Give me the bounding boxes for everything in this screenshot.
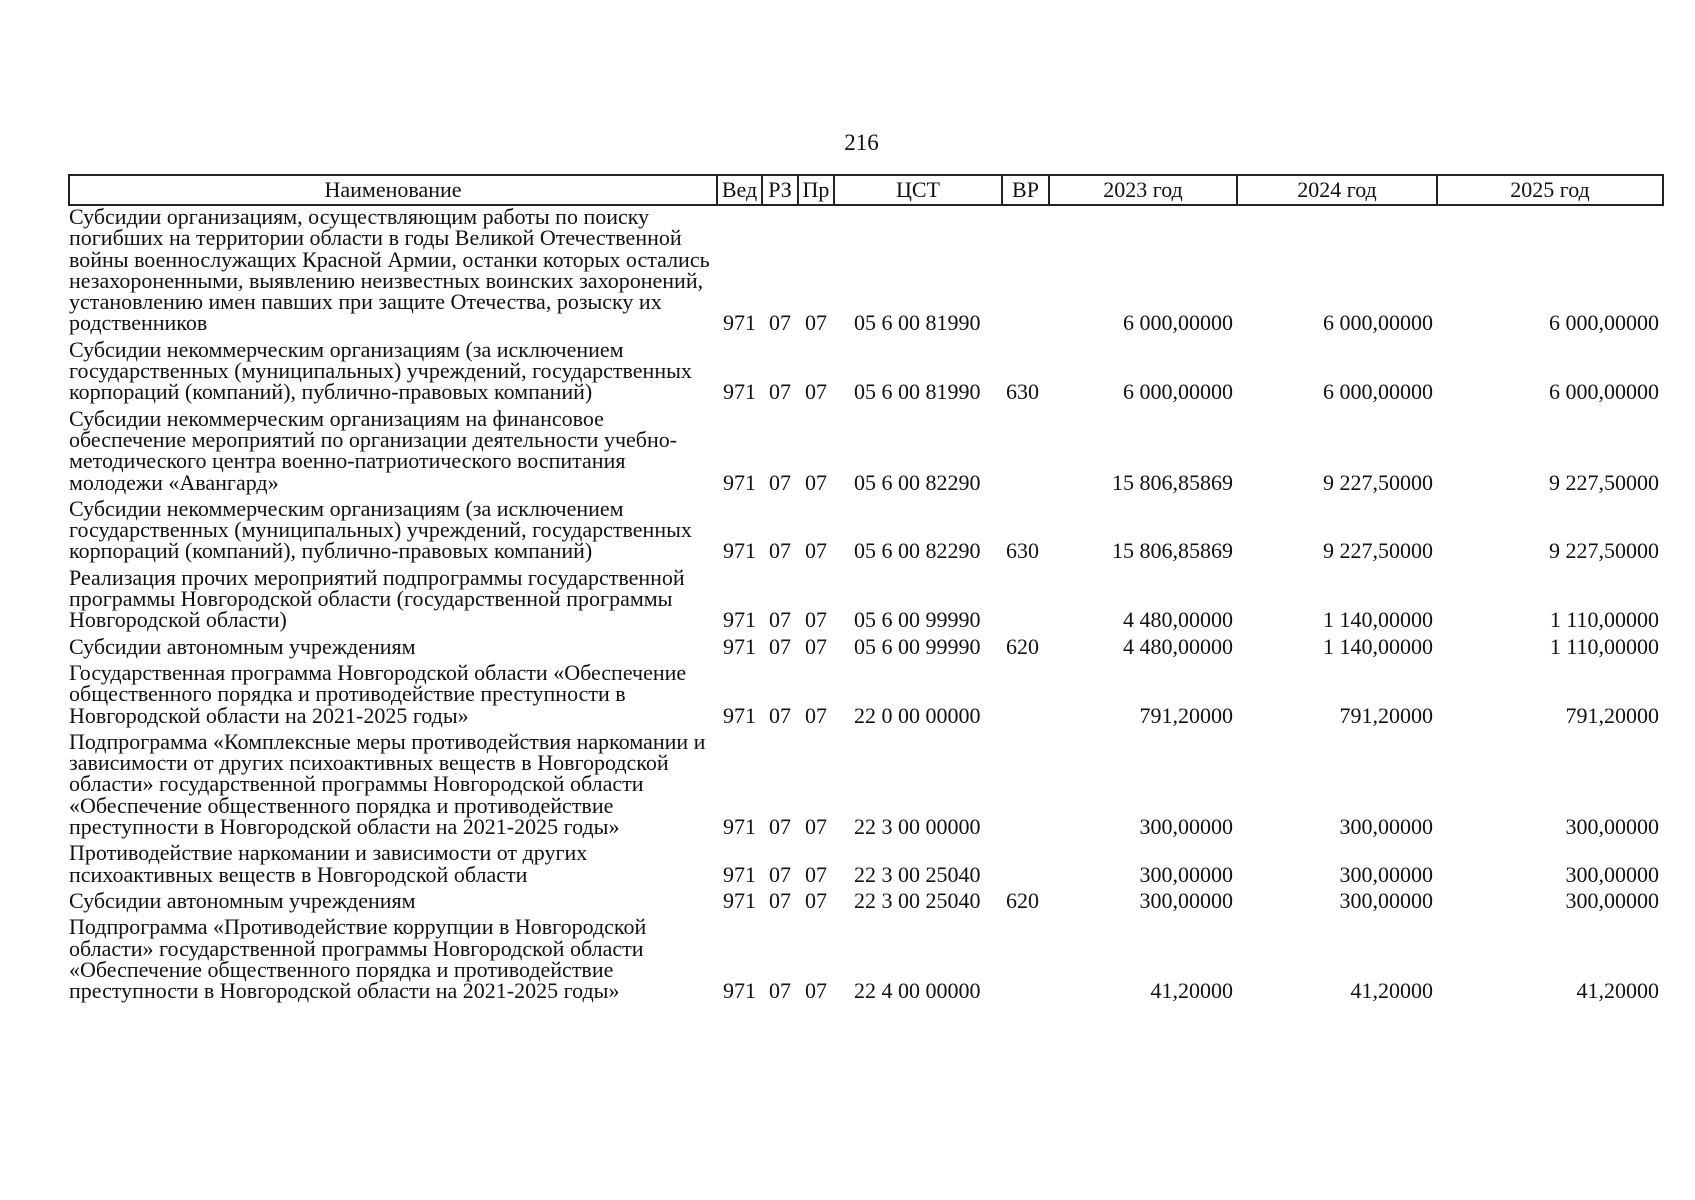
row-value-2024: 791,20000 bbox=[1339, 702, 1433, 728]
row-rz: 07 bbox=[769, 469, 791, 495]
row-pr: 07 bbox=[805, 861, 827, 887]
row-rz: 07 bbox=[769, 538, 791, 564]
row-cst: 22 3 00 25040 bbox=[854, 887, 981, 913]
page-number: 216 bbox=[844, 130, 879, 155]
row-vr bbox=[1002, 916, 1049, 1006]
row-name: Субсидии автономным учреждениям bbox=[69, 887, 416, 913]
table-row bbox=[69, 498, 1663, 567]
table-header bbox=[69, 175, 1663, 205]
row-vr bbox=[1002, 205, 1049, 339]
row-rz: 07 bbox=[769, 814, 791, 840]
row-cst: 05 6 00 82290 bbox=[854, 538, 981, 564]
row-rz: 07 bbox=[769, 607, 791, 633]
table-row bbox=[69, 731, 1663, 842]
row-cst: 22 4 00 00000 bbox=[854, 978, 981, 1004]
row-pr: 07 bbox=[805, 538, 827, 564]
row-ved: 971 bbox=[723, 861, 756, 887]
row-cst: 05 6 00 81990 bbox=[854, 379, 981, 405]
row-vr bbox=[1002, 408, 1049, 498]
row-name: Противодействие наркомании и зависимости от других психоактивных веществ в Новгородской области bbox=[69, 840, 588, 887]
row-name: Реализация прочих мероприятий подпрограммы государственной программы Новгородской области (государственной программы Новгородской области) bbox=[69, 564, 685, 633]
row-pr: 07 bbox=[805, 469, 827, 495]
row-value-2025: 300,00000 bbox=[1565, 861, 1659, 887]
row-pr: 07 bbox=[805, 702, 827, 728]
row-ved: 971 bbox=[723, 379, 756, 405]
header-cst: ЦСТ bbox=[834, 175, 1002, 205]
row-cst: 22 0 00 00000 bbox=[854, 702, 981, 728]
row-value-2024: 1 140,00000 bbox=[1323, 633, 1433, 659]
row-value-2025: 6 000,00000 bbox=[1549, 310, 1659, 336]
header-ved: Вед bbox=[717, 175, 762, 205]
row-value-2025: 1 110,00000 bbox=[1549, 633, 1659, 659]
row-rz: 07 bbox=[769, 379, 791, 405]
row-value-2024: 6 000,00000 bbox=[1323, 310, 1433, 336]
row-rz: 07 bbox=[769, 978, 791, 1004]
row-cst: 22 3 00 25040 bbox=[854, 861, 981, 887]
row-cst: 22 3 00 00000 bbox=[854, 814, 981, 840]
row-vr: 620 bbox=[1006, 633, 1039, 659]
row-value-2023: 300,00000 bbox=[1139, 861, 1233, 887]
row-value-2025: 9 227,50000 bbox=[1549, 538, 1659, 564]
row-pr: 07 bbox=[805, 379, 827, 405]
row-name: Государственная программа Новгородской области «Обеспечение общественного порядка и противодействие преступности в Новгородской области на 2021-2025 годы» bbox=[69, 659, 687, 728]
row-value-2024: 41,20000 bbox=[1350, 978, 1433, 1004]
table-row bbox=[69, 636, 1663, 662]
row-pr: 07 bbox=[805, 887, 827, 913]
row-name: Субсидии автономным учреждениям bbox=[69, 633, 416, 659]
row-value-2023: 4 480,00000 bbox=[1123, 633, 1233, 659]
table-row bbox=[69, 567, 1663, 636]
row-vr bbox=[1002, 731, 1049, 842]
header-2023: 2023 год bbox=[1049, 175, 1237, 205]
header-rz: РЗ bbox=[762, 175, 798, 205]
row-cst: 05 6 00 99990 bbox=[854, 607, 981, 633]
row-name: Субсидии некоммерческим организациям (за исключением государственных (муниципальных) учреждений, государственных корпораций (компаний), публично-правовых компаний) bbox=[69, 336, 692, 405]
row-value-2024: 6 000,00000 bbox=[1323, 379, 1433, 405]
row-rz: 07 bbox=[769, 310, 791, 336]
table-row bbox=[69, 662, 1663, 731]
row-cst: 05 6 00 99990 bbox=[854, 633, 981, 659]
table-row bbox=[69, 339, 1663, 408]
row-value-2024: 1 140,00000 bbox=[1323, 607, 1433, 633]
row-value-2025: 791,20000 bbox=[1565, 702, 1659, 728]
header-row bbox=[69, 175, 1663, 205]
row-value-2023: 300,00000 bbox=[1139, 887, 1233, 913]
table-row bbox=[69, 916, 1663, 1006]
row-ved: 971 bbox=[723, 538, 756, 564]
row-vr: 630 bbox=[1006, 379, 1039, 405]
row-ved: 971 bbox=[723, 310, 756, 336]
row-pr: 07 bbox=[805, 814, 827, 840]
table-row bbox=[69, 842, 1663, 890]
row-cst: 05 6 00 81990 bbox=[854, 310, 981, 336]
row-name: Подпрограмма «Противодействие коррупции в Новгородской области» государственной программы Новгородской области «Обеспечение общественного порядка и противодействие преступности в Новгородской области на 2021-2025 годы» bbox=[69, 914, 647, 1004]
row-name: Субсидии организациям, осуществляющим работы по поиску погибших на территории области в годы Великой Отечественной войны военнослужащих Красной Армии, останки которых остались незахороненными, выявлению неизвестных воинских захоронений, установлению имен павших при защите Отечества, розыску их родственников bbox=[69, 204, 710, 336]
row-vr bbox=[1002, 567, 1049, 636]
header-vr: ВР bbox=[1002, 175, 1049, 205]
table-row bbox=[69, 890, 1663, 916]
row-pr: 07 bbox=[805, 978, 827, 1004]
row-value-2024: 300,00000 bbox=[1339, 887, 1433, 913]
header-name: Наименование bbox=[69, 175, 717, 205]
row-value-2025: 41,20000 bbox=[1576, 978, 1659, 1004]
row-value-2024: 9 227,50000 bbox=[1323, 469, 1433, 495]
row-value-2025: 9 227,50000 bbox=[1549, 469, 1659, 495]
row-pr: 07 bbox=[805, 607, 827, 633]
row-value-2025: 6 000,00000 bbox=[1549, 379, 1659, 405]
row-value-2023: 15 806,85869 bbox=[1112, 538, 1233, 564]
row-value-2023: 6 000,00000 bbox=[1123, 310, 1233, 336]
header-2025: 2025 год bbox=[1437, 175, 1663, 205]
row-rz: 07 bbox=[769, 861, 791, 887]
row-vr: 620 bbox=[1006, 887, 1039, 913]
table-body bbox=[69, 205, 1663, 1006]
row-ved: 971 bbox=[723, 702, 756, 728]
row-value-2023: 41,20000 bbox=[1150, 978, 1233, 1004]
row-rz: 07 bbox=[769, 633, 791, 659]
row-rz: 07 bbox=[769, 702, 791, 728]
row-value-2024: 9 227,50000 bbox=[1323, 538, 1433, 564]
header-2024: 2024 год bbox=[1237, 175, 1437, 205]
row-ved: 971 bbox=[723, 814, 756, 840]
table-row bbox=[69, 205, 1663, 339]
row-pr: 07 bbox=[805, 310, 827, 336]
row-value-2024: 300,00000 bbox=[1339, 861, 1433, 887]
row-value-2025: 300,00000 bbox=[1565, 887, 1659, 913]
row-pr: 07 bbox=[805, 633, 827, 659]
row-ved: 971 bbox=[723, 633, 756, 659]
row-value-2024: 300,00000 bbox=[1339, 814, 1433, 840]
row-name: Подпрограмма «Комплексные меры противодействия наркомании и зависимости от других психоактивных веществ в Новгородской области» государственной программы Новгородской области «Обеспечение общественного порядка и противодействие преступности в Новгородской области на 2021-2025 годы» bbox=[69, 728, 706, 840]
row-value-2025: 300,00000 bbox=[1565, 814, 1659, 840]
row-value-2023: 4 480,00000 bbox=[1123, 607, 1233, 633]
header-pr: Пр bbox=[798, 175, 834, 205]
row-vr bbox=[1002, 842, 1049, 890]
budget-table bbox=[68, 174, 1664, 1006]
row-ved: 971 bbox=[723, 978, 756, 1004]
row-value-2023: 15 806,85869 bbox=[1112, 469, 1233, 495]
row-ved: 971 bbox=[723, 887, 756, 913]
row-cst: 05 6 00 82290 bbox=[854, 469, 981, 495]
row-name: Субсидии некоммерческим организациям (за исключением государственных (муниципальных) учреждений, государственных корпораций (компаний), публично-правовых компаний) bbox=[69, 495, 692, 564]
row-ved: 971 bbox=[723, 607, 756, 633]
row-value-2023: 300,00000 bbox=[1139, 814, 1233, 840]
row-value-2023: 6 000,00000 bbox=[1123, 379, 1233, 405]
row-value-2025: 1 110,00000 bbox=[1549, 607, 1659, 633]
table-row bbox=[69, 408, 1663, 498]
row-vr bbox=[1002, 662, 1049, 731]
row-ved: 971 bbox=[723, 469, 756, 495]
row-rz: 07 bbox=[769, 887, 791, 913]
row-value-2023: 791,20000 bbox=[1139, 702, 1233, 728]
row-vr: 630 bbox=[1006, 538, 1039, 564]
row-name: Субсидии некоммерческим организациям на финансовое обеспечение мероприятий по организации деятельности учебно-методического центра военно-патриотического воспитания молодежи «Авангард» bbox=[69, 405, 678, 495]
